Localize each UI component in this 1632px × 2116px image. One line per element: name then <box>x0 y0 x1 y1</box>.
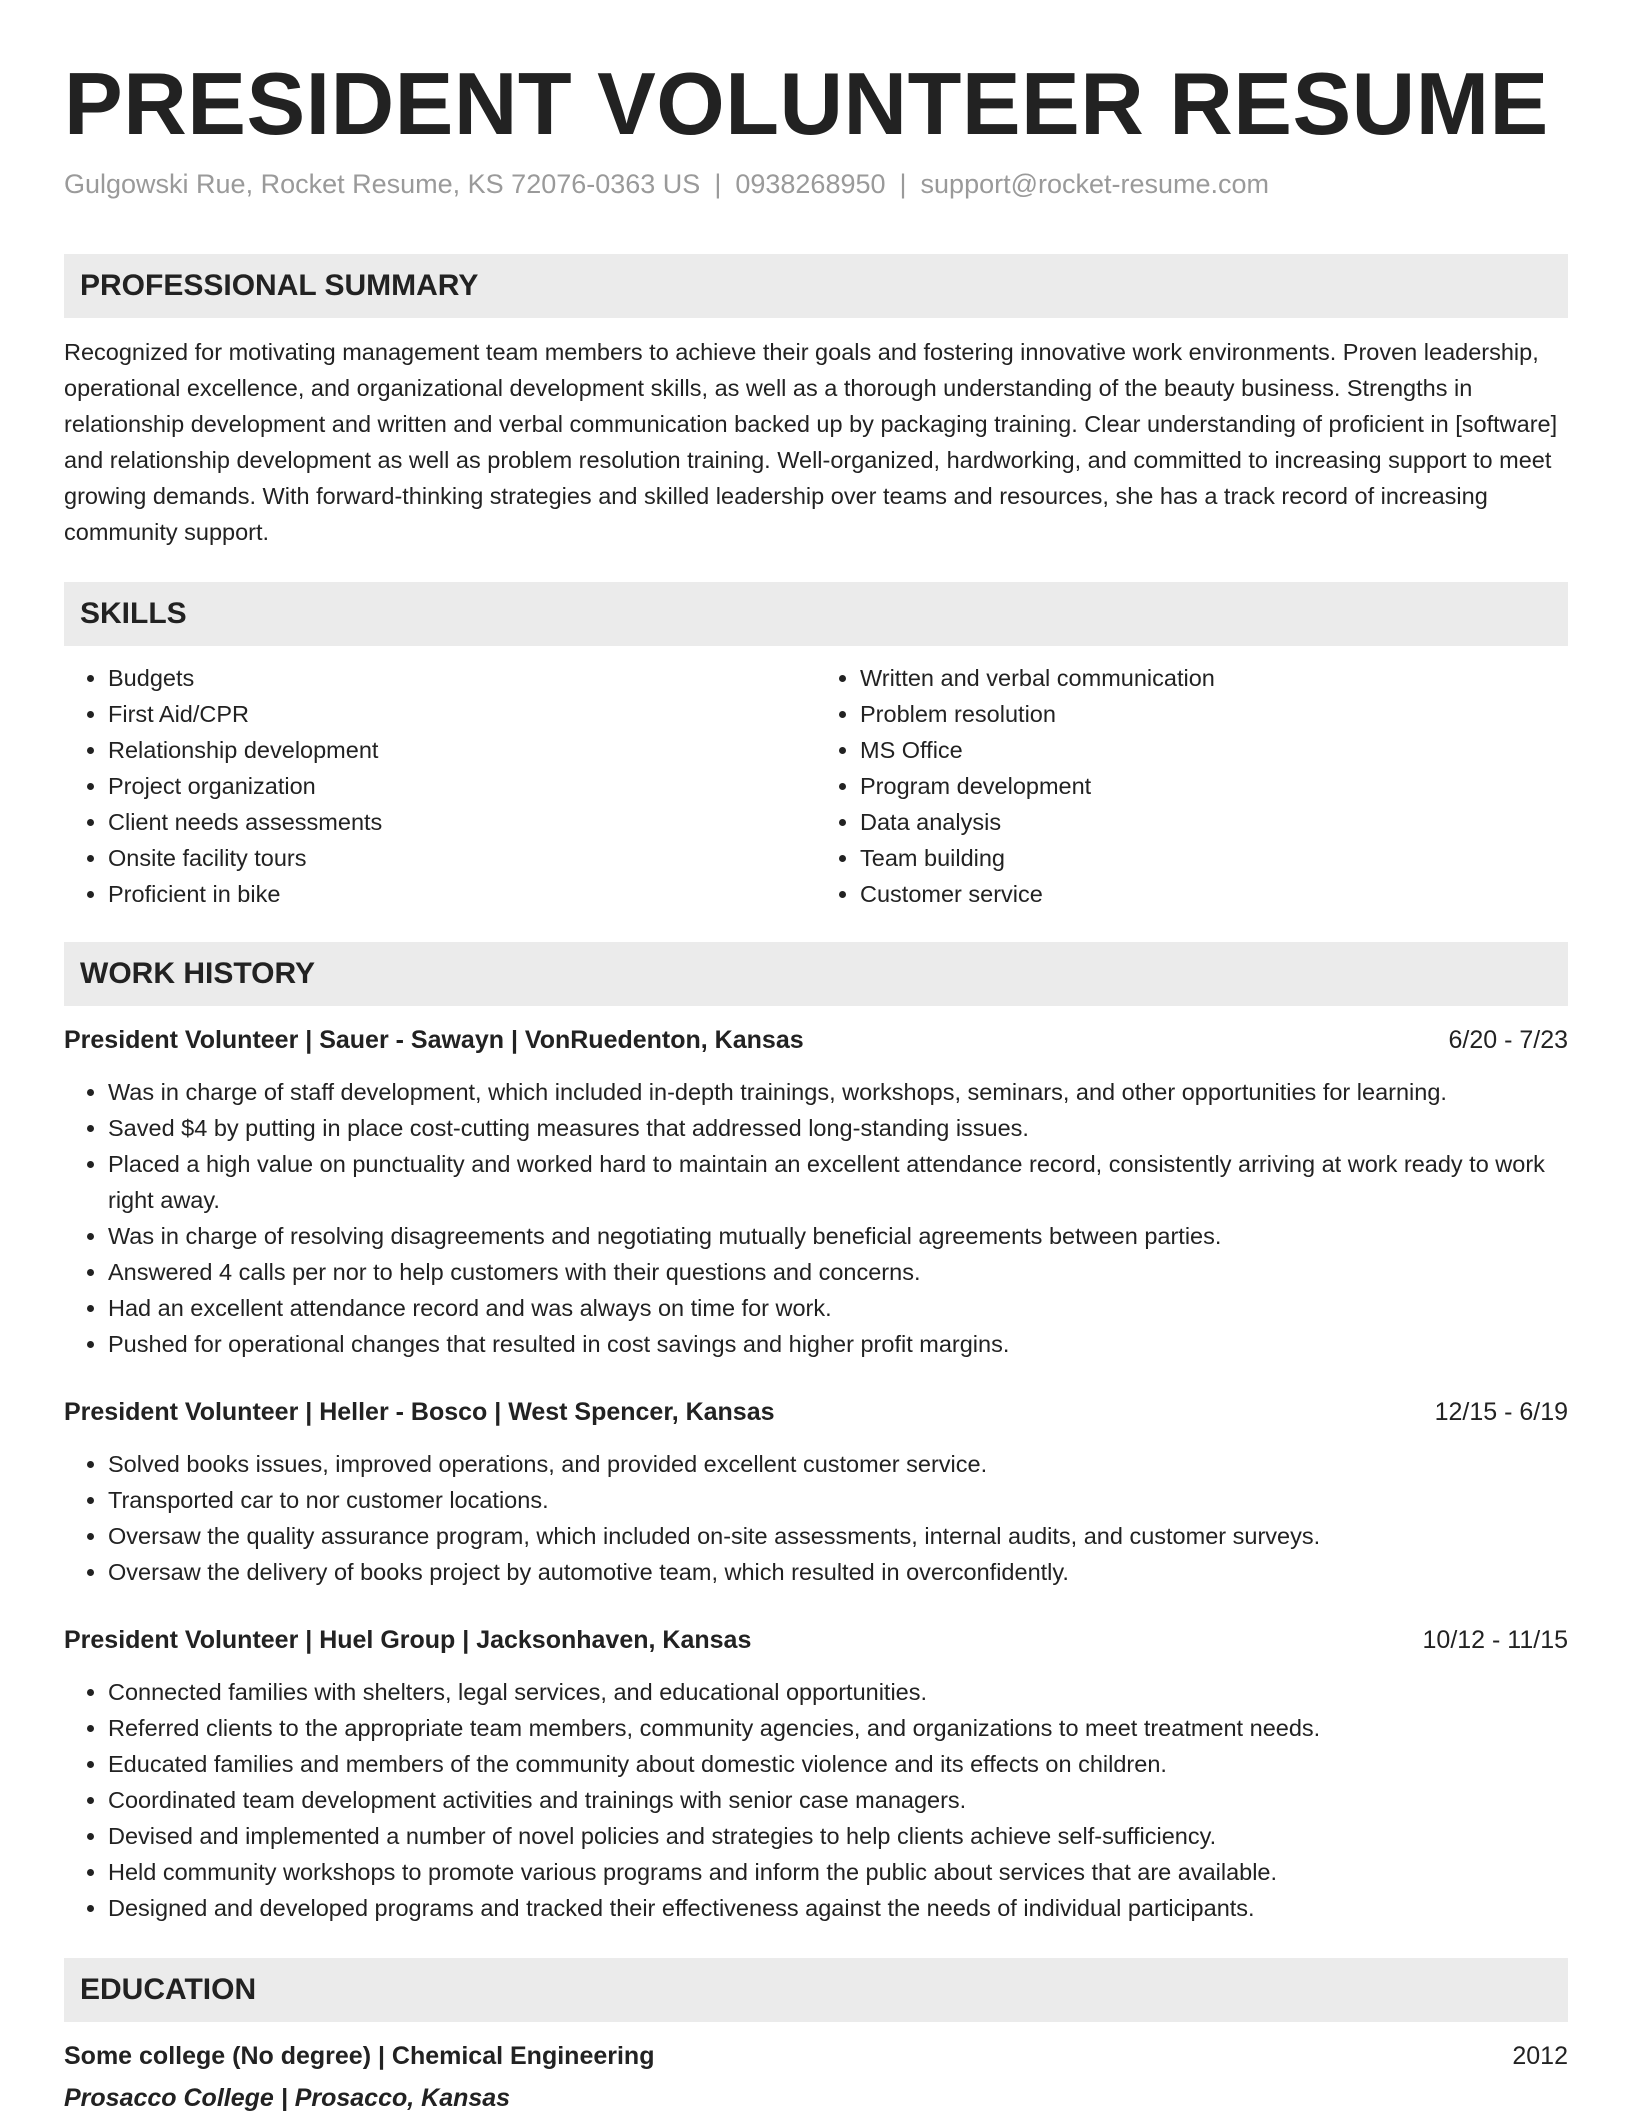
skill-item: • Budgets <box>108 660 816 696</box>
contact-line <box>64 166 1568 202</box>
job-title: President Volunteer | Sauer - Sawayn | VonRuedenton, Kansas <box>64 1026 804 1054</box>
skill-item: • Customer service <box>860 876 1568 912</box>
job-bullet: • Educated families and members of the community about domestic violence and its effects on children. <box>108 1746 1568 1782</box>
job-bullet: • Designed and developed programs and tracked their effectiveness against the needs of individual participants. <box>108 1890 1568 1926</box>
education-school: Prosacco College | Prosacco, Kansas <box>64 2084 511 2112</box>
job-dates: 10/12 - 11/15 <box>1422 1626 1568 1654</box>
job-entry <box>64 1622 1568 1926</box>
skill-item: • Written and verbal communication <box>860 660 1568 696</box>
job-bullet: • Answered 4 calls per nor to help customers with their questions and concerns. <box>108 1254 1568 1290</box>
job-header <box>64 1394 1568 1430</box>
job-bullet: • Was in charge of staff development, which included in-depth trainings, workshops, seminars, and other opportunities for learning. <box>108 1074 1568 1110</box>
job-bullet: • Devised and implemented a number of novel policies and strategies to help clients achieve self-sufficiency. <box>108 1818 1568 1854</box>
skill-item: • Data analysis <box>860 804 1568 840</box>
job-bullet: • Coordinated team development activities and trainings with senior case managers. <box>108 1782 1568 1818</box>
skills-column-right <box>816 660 1568 912</box>
job-bullet: • Had an excellent attendance record and was always on time for work. <box>108 1290 1568 1326</box>
skill-item: • Onsite facility tours <box>108 840 816 876</box>
resume-title: PRESIDENT VOLUNTEER RESUME <box>64 54 1549 153</box>
job-bullet: • Connected families with shelters, legal services, and educational opportunities. <box>108 1674 1568 1710</box>
job-bullets <box>64 1674 1568 1926</box>
section-heading-summary: PROFESSIONAL SUMMARY <box>64 254 1568 318</box>
job-bullet: • Transported car to nor customer locations. <box>108 1482 1568 1518</box>
job-title: President Volunteer | Huel Group | Jacksonhaven, Kansas <box>64 1626 752 1654</box>
contact-separator: | <box>899 169 907 199</box>
education-degree: Some college (No degree) | Chemical Engineering <box>64 2042 655 2070</box>
job-bullet: • Placed a high value on punctuality and worked hard to maintain an excellent attendance record, consistently arriving at work ready to work right away. <box>108 1146 1568 1218</box>
summary-text: Recognized for motivating management team members to achieve their goals and fostering innovative work environments. Proven leadership, operational excellence, and organizational development skills, as well as a thorough understanding of the beauty business. Strengths in relationship development and written and verbal communication backed up by packaging training. Clear understanding of proficient in [software] and relationship development as well as problem resolution training. Well-organized, hardworking, and committed to increasing support to meet growing demands. With forward-thinking strategies and skilled leadership over teams and resources, she has a track record of increasing community support. <box>64 339 1558 545</box>
job-bullet: • Oversaw the quality assurance program, which included on-site assessments, internal audits, and customer surveys. <box>108 1518 1568 1554</box>
skill-item: • Relationship development <box>108 732 816 768</box>
contact-separator: | <box>714 169 722 199</box>
education-year: 2012 <box>1512 2042 1568 2070</box>
skill-item: • Team building <box>860 840 1568 876</box>
skill-item: • Project organization <box>108 768 816 804</box>
job-dates: 6/20 - 7/23 <box>1448 1026 1568 1054</box>
skills-list <box>64 660 1568 912</box>
skill-item: • Program development <box>860 768 1568 804</box>
job-dates: 12/15 - 6/19 <box>1434 1398 1568 1426</box>
job-bullet: • Saved $4 by putting in place cost-cutting measures that addressed long-standing issues. <box>108 1110 1568 1146</box>
job-bullet: • Was in charge of resolving disagreements and negotiating mutually beneficial agreements between parties. <box>108 1218 1568 1254</box>
job-header <box>64 1622 1568 1658</box>
job-bullet: • Pushed for operational changes that resulted in cost savings and higher profit margins. <box>108 1326 1568 1362</box>
job-entry <box>64 1022 1568 1362</box>
resume-page <box>64 0 1568 2116</box>
skills-column-left <box>64 660 816 912</box>
skill-item: • First Aid/CPR <box>108 696 816 732</box>
skill-item: • Client needs assessments <box>108 804 816 840</box>
job-entry <box>64 1394 1568 1590</box>
contact-phone: 0938268950 <box>735 169 886 199</box>
job-bullet: • Held community workshops to promote various programs and inform the public about services that are available. <box>108 1854 1568 1890</box>
skill-item: • Problem resolution <box>860 696 1568 732</box>
skill-item: • MS Office <box>860 732 1568 768</box>
contact-address: Gulgowski Rue, Rocket Resume, KS 72076-0363 US <box>64 169 701 199</box>
section-heading-skills: SKILLS <box>64 582 1568 646</box>
section-heading-work-history: WORK HISTORY <box>64 942 1568 1006</box>
job-bullets <box>64 1074 1568 1362</box>
job-bullets <box>64 1446 1568 1590</box>
job-bullet: • Solved books issues, improved operations, and provided excellent customer service. <box>108 1446 1568 1482</box>
job-title: President Volunteer | Heller - Bosco | West Spencer, Kansas <box>64 1398 775 1426</box>
education-entry <box>64 2038 1568 2116</box>
skill-item: • Proficient in bike <box>108 876 816 912</box>
job-header <box>64 1022 1568 1058</box>
job-bullet: • Referred clients to the appropriate team members, community agencies, and organizations to meet treatment needs. <box>108 1710 1568 1746</box>
job-bullet: • Oversaw the delivery of books project by automotive team, which resulted in overconfidently. <box>108 1554 1568 1590</box>
section-heading-education: EDUCATION <box>64 1958 1568 2022</box>
contact-email: support@rocket-resume.com <box>920 169 1270 199</box>
education-header <box>64 2038 1568 2074</box>
